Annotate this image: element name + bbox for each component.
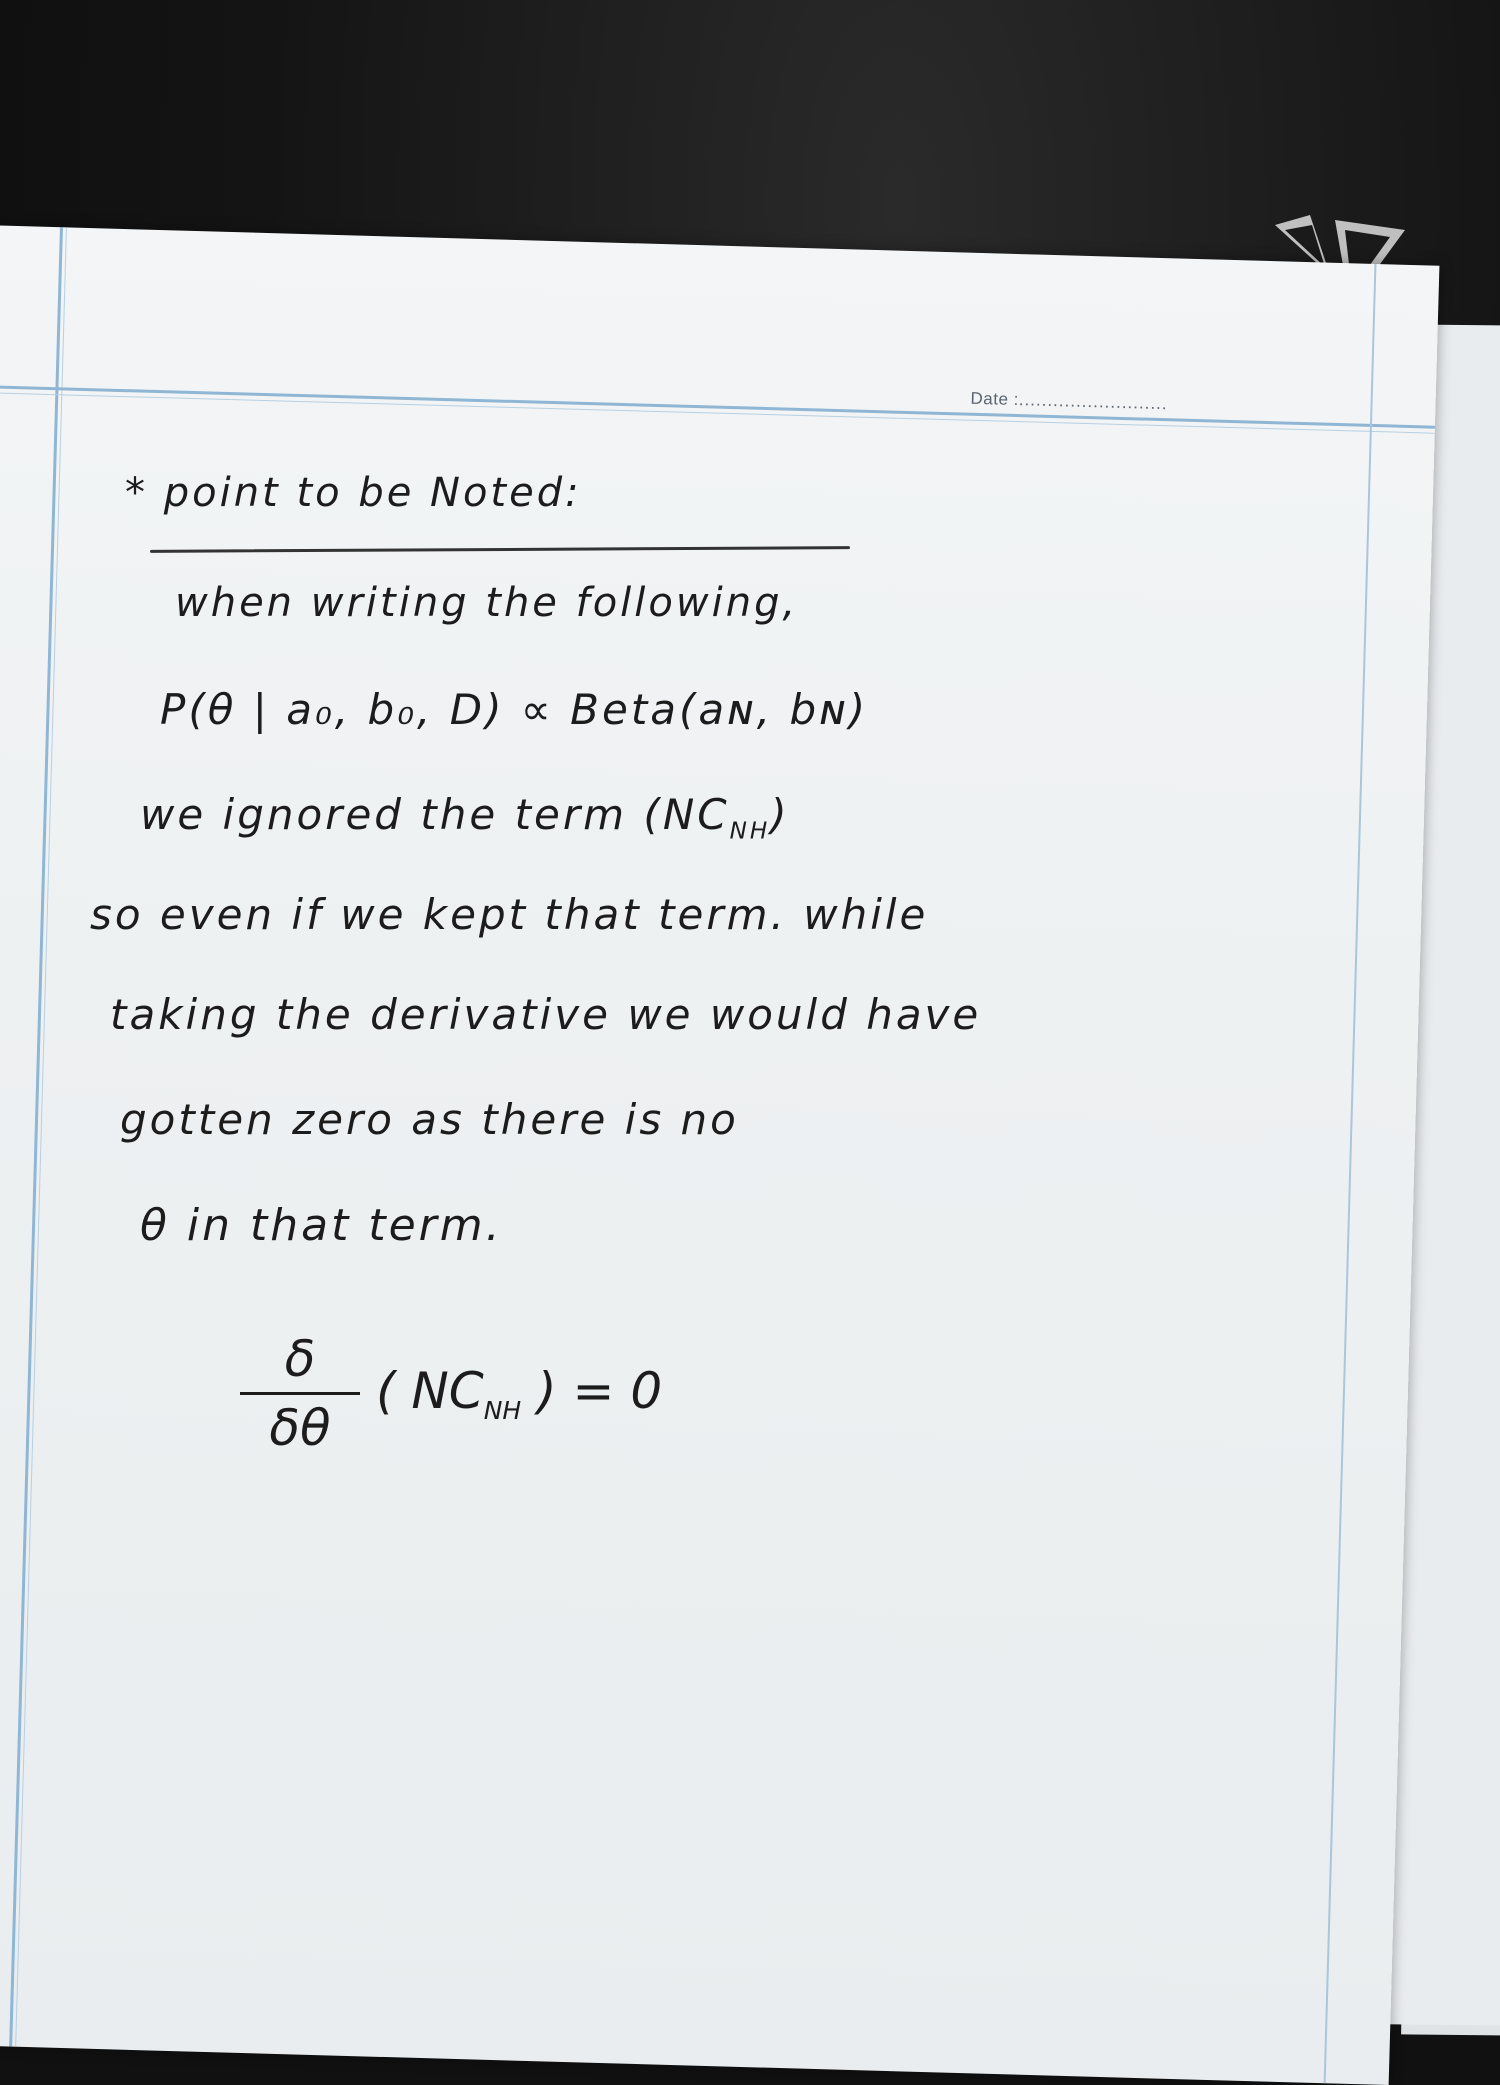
fraction-numerator: δ [284, 1330, 316, 1388]
equation-subscript: NH [483, 1396, 522, 1425]
note-heading: * point to be Noted: [125, 470, 582, 516]
equation-open: ( NC [376, 1362, 484, 1420]
date-field [970, 389, 1168, 414]
note-line-7: gotten zero as there is no [120, 1095, 739, 1144]
right-rule [1324, 264, 1377, 2083]
date-dots: .......................... [1018, 390, 1168, 414]
equation-body [376, 1362, 662, 1425]
note-line-5: so even if we kept that term. while [90, 890, 929, 939]
line4-close: ) [770, 790, 790, 839]
header-rule [0, 385, 1435, 429]
derivative-equation [240, 1330, 662, 1457]
line4-text: we ignored the term ( [140, 790, 663, 839]
equation-close: ) = 0 [537, 1362, 663, 1420]
date-label: Date : [970, 388, 1020, 410]
note-line-2: when writing the following, [175, 580, 799, 626]
fraction-bar [240, 1392, 360, 1395]
note-line-6: taking the derivative we would have [110, 990, 982, 1039]
note-line-3-equation: P(θ | a₀, b₀, D) ∝ Beta(aɴ, bɴ) [160, 685, 869, 734]
note-line-4 [140, 790, 790, 844]
line4-ncn: NC [662, 790, 730, 839]
note-line-8: θ in that term. [140, 1200, 503, 1251]
fraction-denominator: δθ [269, 1399, 331, 1457]
header-rule-secondary [0, 392, 1435, 434]
margin-rule-secondary [15, 227, 67, 2046]
line4-subscript: NH [729, 818, 771, 845]
derivative-fraction [240, 1330, 360, 1457]
margin-rule [9, 227, 63, 2046]
